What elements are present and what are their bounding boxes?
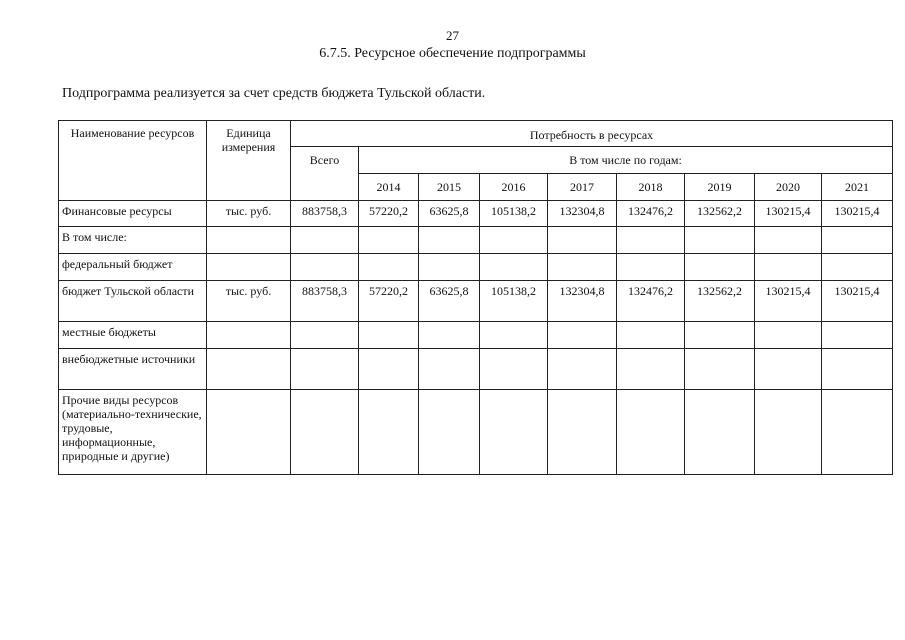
header-by-years: В том числе по годам: — [359, 147, 893, 174]
row-value — [617, 349, 685, 390]
row-value — [822, 349, 893, 390]
row-value: 63625,8 — [419, 201, 480, 227]
row-total — [291, 322, 359, 349]
header-year: 2019 — [685, 174, 755, 201]
row-value — [548, 322, 617, 349]
row-value — [419, 227, 480, 254]
row-value — [419, 254, 480, 281]
row-value — [480, 349, 548, 390]
row-unit — [207, 349, 291, 390]
row-label: бюджет Тульской области — [59, 281, 207, 322]
row-value — [685, 322, 755, 349]
row-value: 132562,2 — [685, 281, 755, 322]
row-value: 130215,4 — [755, 201, 822, 227]
row-value — [548, 227, 617, 254]
row-value — [685, 254, 755, 281]
row-value: 132304,8 — [548, 281, 617, 322]
row-value — [685, 227, 755, 254]
row-value — [755, 322, 822, 349]
page-number: 27 — [446, 28, 459, 43]
row-value: 130215,4 — [755, 281, 822, 322]
row-value — [419, 322, 480, 349]
row-value: 132476,2 — [617, 201, 685, 227]
table-row — [59, 390, 893, 475]
header-year: 2018 — [617, 174, 685, 201]
row-value: 105138,2 — [480, 201, 548, 227]
row-value — [480, 390, 548, 475]
resources-table — [58, 120, 893, 475]
header-year: 2016 — [480, 174, 548, 201]
row-value — [685, 390, 755, 475]
intro-text: Подпрограмма реализуется за счет средств бюджета Тульской области. — [62, 86, 486, 101]
row-value: 105138,2 — [480, 281, 548, 322]
row-unit: тыс. руб. — [207, 201, 291, 227]
row-value: 63625,8 — [419, 281, 480, 322]
header-year: 2015 — [419, 174, 480, 201]
row-value — [548, 390, 617, 475]
table-row — [59, 349, 893, 390]
row-unit — [207, 227, 291, 254]
row-value — [419, 349, 480, 390]
header-year: 2014 — [359, 174, 419, 201]
header-name: Наименование ресурсов — [59, 121, 207, 201]
row-label: федеральный бюджет — [59, 254, 207, 281]
row-value — [480, 322, 548, 349]
row-value: 132562,2 — [685, 201, 755, 227]
row-value — [548, 349, 617, 390]
row-value — [822, 390, 893, 475]
row-value — [359, 390, 419, 475]
header-unit: Единица измерения — [207, 121, 291, 201]
header-year: 2021 — [822, 174, 893, 201]
row-value — [617, 322, 685, 349]
row-total — [291, 349, 359, 390]
row-value: 57220,2 — [359, 201, 419, 227]
header-row-1 — [59, 121, 893, 147]
row-total: 883758,3 — [291, 281, 359, 322]
row-value: 132476,2 — [617, 281, 685, 322]
row-value: 130215,4 — [822, 201, 893, 227]
row-value — [419, 390, 480, 475]
row-value — [685, 349, 755, 390]
row-value — [359, 349, 419, 390]
table-row — [59, 281, 893, 322]
row-value — [822, 254, 893, 281]
row-value — [755, 390, 822, 475]
row-value — [480, 227, 548, 254]
table-row — [59, 322, 893, 349]
row-label: внебюджетные источники — [59, 349, 207, 390]
row-value — [359, 322, 419, 349]
row-label: местные бюджеты — [59, 322, 207, 349]
header-year: 2020 — [755, 174, 822, 201]
table-body — [59, 121, 893, 475]
row-total: 883758,3 — [291, 201, 359, 227]
header-year: 2017 — [548, 174, 617, 201]
row-value: 130215,4 — [822, 281, 893, 322]
row-unit: тыс. руб. — [207, 281, 291, 322]
row-total — [291, 227, 359, 254]
header-need: Потребность в ресурсах — [291, 121, 893, 147]
row-value — [617, 254, 685, 281]
row-value — [822, 322, 893, 349]
row-value — [359, 227, 419, 254]
row-label: Финансовые ресурсы — [59, 201, 207, 227]
row-value — [755, 254, 822, 281]
row-value: 132304,8 — [548, 201, 617, 227]
row-label: В том числе: — [59, 227, 207, 254]
row-total — [291, 254, 359, 281]
row-value — [480, 254, 548, 281]
table-row — [59, 227, 893, 254]
row-unit — [207, 322, 291, 349]
row-total — [291, 390, 359, 475]
table-row — [59, 254, 893, 281]
row-value — [755, 227, 822, 254]
row-value: 57220,2 — [359, 281, 419, 322]
row-unit — [207, 390, 291, 475]
row-value — [617, 390, 685, 475]
row-value — [359, 254, 419, 281]
table-row — [59, 201, 893, 227]
row-value — [548, 254, 617, 281]
row-unit — [207, 254, 291, 281]
row-label: Прочие виды ресурсов (материально-технические, трудовые, информационные, природные и другие) — [59, 390, 207, 475]
header-total: Всего — [291, 147, 359, 201]
row-value — [755, 349, 822, 390]
row-value — [617, 227, 685, 254]
row-value — [822, 227, 893, 254]
section-title: 6.7.5. Ресурсное обеспечение подпрограммы — [319, 46, 586, 61]
